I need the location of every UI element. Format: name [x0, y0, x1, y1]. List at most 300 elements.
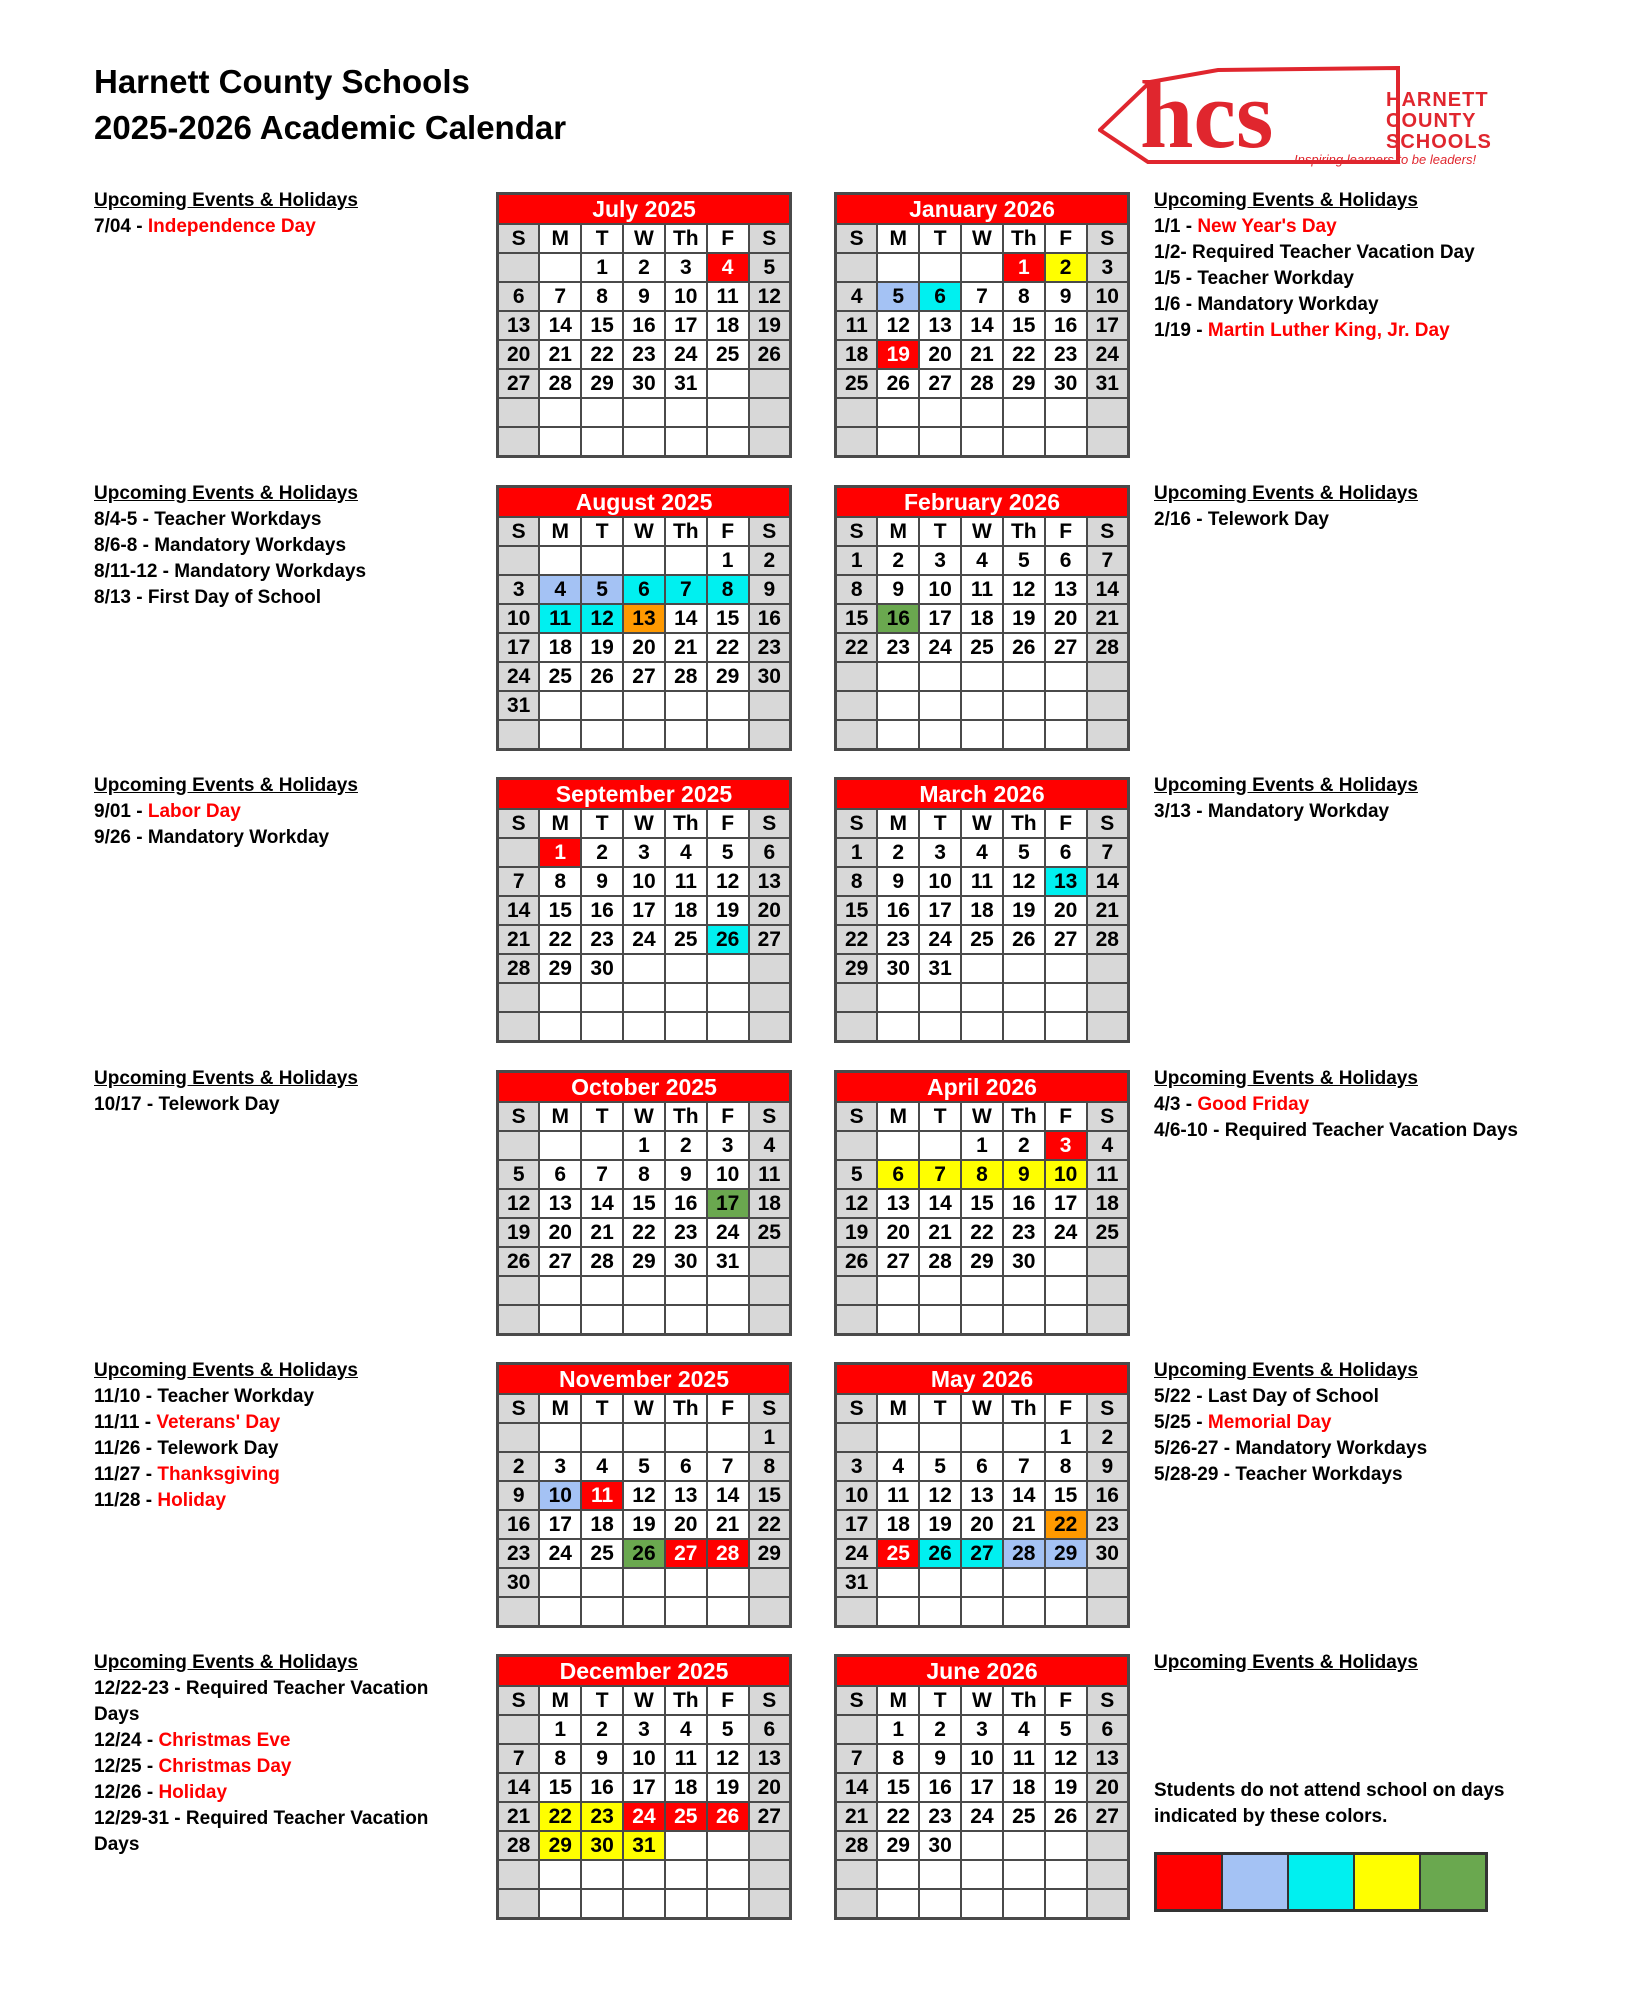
weekday-header: Th — [1003, 809, 1045, 838]
calendar-day: 22 — [539, 925, 581, 954]
calendar-empty-cell — [707, 983, 749, 1012]
event-name: Mandatory Workday — [147, 827, 330, 848]
calendar-empty-cell — [836, 691, 878, 720]
calendar-empty-cell — [749, 954, 791, 983]
event-line — [94, 559, 474, 585]
logo-name-line2: COUNTY — [1386, 110, 1477, 132]
calendar-day: 29 — [539, 954, 581, 983]
calendar-empty-cell — [539, 1889, 581, 1919]
calendar-empty-cell — [498, 1423, 540, 1452]
calendar-day: 22 — [836, 633, 878, 662]
calendar-empty-cell — [623, 954, 665, 983]
calendar-empty-cell — [836, 1012, 878, 1042]
calendar-day: 18 — [539, 633, 581, 662]
calendar-empty-cell — [665, 427, 707, 457]
calendar-day: 4 — [836, 282, 878, 311]
calendar-empty-cell — [749, 1305, 791, 1335]
calendar-empty-cell — [877, 1012, 919, 1042]
calendar-day: 10 — [1087, 282, 1129, 311]
legend-swatch-green — [1421, 1855, 1485, 1909]
calendar-empty-cell — [581, 1860, 623, 1889]
weekday-header: M — [539, 224, 581, 253]
weekday-header: M — [539, 1394, 581, 1423]
calendar-day: 11 — [581, 1481, 623, 1510]
calendar-day: 10 — [623, 1744, 665, 1773]
calendar-empty-cell — [623, 427, 665, 457]
calendar-day: 16 — [877, 896, 919, 925]
calendar-day: 21 — [1087, 604, 1129, 633]
calendar-empty-cell — [539, 1305, 581, 1335]
event-name: Good Friday — [1197, 1094, 1310, 1115]
calendar-day: 29 — [961, 1247, 1003, 1276]
calendar-day: 4 — [749, 1131, 791, 1160]
events-panel — [1154, 1358, 1534, 1488]
calendar-day: 25 — [539, 662, 581, 691]
calendar-empty-cell — [836, 983, 878, 1012]
calendar-empty-cell — [1087, 691, 1129, 720]
weekday-header: Th — [665, 224, 707, 253]
event-date: 11/11 - — [94, 1412, 157, 1433]
events-panel — [94, 1358, 474, 1514]
calendar-day: 3 — [539, 1452, 581, 1481]
calendar-day: 22 — [749, 1510, 791, 1539]
calendar-day: 4 — [877, 1452, 919, 1481]
calendar-empty-cell — [836, 253, 878, 282]
calendar-day: 18 — [1003, 1773, 1045, 1802]
calendar-day: 24 — [1045, 1218, 1087, 1247]
calendar-empty-cell — [623, 1860, 665, 1889]
calendar-day: 20 — [877, 1218, 919, 1247]
weekday-header: T — [581, 1394, 623, 1423]
calendar-day: 1 — [539, 838, 581, 867]
calendar-empty-cell — [707, 398, 749, 427]
weekday-header: M — [877, 224, 919, 253]
calendar-day: 8 — [1003, 282, 1045, 311]
calendar-day: 10 — [836, 1481, 878, 1510]
events-title: Upcoming Events & Holidays — [1154, 483, 1418, 504]
calendar-empty-cell — [498, 1889, 540, 1919]
calendar-day: 28 — [707, 1539, 749, 1568]
calendar-empty-cell — [1003, 1831, 1045, 1860]
calendar-day: 31 — [623, 1831, 665, 1860]
calendar-empty-cell — [665, 1568, 707, 1597]
calendar-day: 24 — [919, 925, 961, 954]
calendar-day: 4 — [539, 575, 581, 604]
calendar-day: 29 — [1003, 369, 1045, 398]
calendar-empty-cell — [1087, 398, 1129, 427]
event-line — [94, 1462, 474, 1488]
calendar-empty-cell — [1045, 1305, 1087, 1335]
event-date: 1/6 - — [1154, 294, 1198, 315]
weekday-header: M — [539, 809, 581, 838]
event-line — [1154, 266, 1534, 292]
calendar-day: 14 — [665, 604, 707, 633]
calendar-day: 26 — [498, 1247, 540, 1276]
weekday-header: T — [581, 1686, 623, 1715]
calendar-day: 11 — [836, 311, 878, 340]
weekday-header: W — [961, 224, 1003, 253]
event-date: 5/22 - — [1154, 1386, 1208, 1407]
month-title: October 2025 — [498, 1072, 791, 1103]
page-title-line2: 2025-2026 Academic Calendar — [94, 109, 567, 146]
logo-name-line1: HARNETT — [1386, 89, 1489, 111]
calendar-day: 14 — [498, 1773, 540, 1802]
calendar-empty-cell — [665, 720, 707, 750]
calendar-day: 16 — [1003, 1189, 1045, 1218]
calendar-empty-cell — [961, 1276, 1003, 1305]
calendar-day: 18 — [836, 340, 878, 369]
calendar-empty-cell — [877, 1423, 919, 1452]
weekday-header: T — [919, 1686, 961, 1715]
calendar-day: 7 — [498, 867, 540, 896]
calendar-day: 24 — [623, 925, 665, 954]
calendar-empty-cell — [877, 1305, 919, 1335]
calendar-empty-cell — [961, 1831, 1003, 1860]
events-panel — [1154, 1650, 1534, 1676]
calendar-day: 19 — [581, 633, 623, 662]
calendar-day: 28 — [498, 1831, 540, 1860]
calendar-day: 1 — [707, 546, 749, 575]
calendar-day: 5 — [1003, 838, 1045, 867]
month-calendar — [496, 1654, 792, 1920]
calendar-empty-cell — [749, 369, 791, 398]
month-title: November 2025 — [498, 1364, 791, 1395]
event-line — [1154, 1410, 1534, 1436]
calendar-empty-cell — [1003, 983, 1045, 1012]
month-calendar — [496, 485, 792, 751]
calendar-day: 3 — [665, 253, 707, 282]
weekday-header: Th — [665, 1102, 707, 1131]
calendar-day: 18 — [707, 311, 749, 340]
calendar-empty-cell — [919, 253, 961, 282]
weekday-header: S — [1087, 1102, 1129, 1131]
calendar-day: 14 — [919, 1189, 961, 1218]
calendar-day: 24 — [836, 1539, 878, 1568]
color-legend — [1154, 1852, 1488, 1912]
weekday-header: F — [707, 224, 749, 253]
calendar-day: 1 — [836, 546, 878, 575]
month-title: February 2026 — [836, 487, 1129, 518]
calendar-empty-cell — [1003, 1860, 1045, 1889]
event-name: Labor Day — [147, 801, 241, 822]
calendar-day: 3 — [836, 1452, 878, 1481]
events-panel — [1154, 188, 1534, 344]
event-date: 2/16 - — [1154, 509, 1208, 530]
weekday-header: W — [961, 1102, 1003, 1131]
calendar-day: 27 — [919, 369, 961, 398]
event-line — [1154, 1462, 1534, 1488]
calendar-day: 13 — [749, 867, 791, 896]
calendar-day: 23 — [1087, 1510, 1129, 1539]
calendar-day: 18 — [665, 1773, 707, 1802]
events-panel — [1154, 1066, 1534, 1144]
calendar-day: 14 — [836, 1773, 878, 1802]
event-name: Teacher Workdays — [154, 509, 322, 530]
calendar-empty-cell — [1087, 1889, 1129, 1919]
calendar-empty-cell — [665, 1305, 707, 1335]
calendar-day: 17 — [1045, 1189, 1087, 1218]
calendar-day: 30 — [581, 1831, 623, 1860]
event-date: 8/13 - — [94, 587, 148, 608]
calendar-empty-cell — [581, 1131, 623, 1160]
calendar-day: 27 — [1045, 925, 1087, 954]
calendar-day: 3 — [1087, 253, 1129, 282]
weekday-header: W — [961, 809, 1003, 838]
calendar-empty-cell — [581, 720, 623, 750]
events-title: Upcoming Events & Holidays — [1154, 1068, 1418, 1089]
calendar-day: 4 — [961, 546, 1003, 575]
event-date: 11/26 - — [94, 1438, 158, 1459]
calendar-day: 18 — [877, 1510, 919, 1539]
calendar-day: 13 — [919, 311, 961, 340]
event-name: Telework Day — [157, 1438, 279, 1459]
calendar-empty-cell — [749, 1012, 791, 1042]
calendar-day: 4 — [961, 838, 1003, 867]
month-calendar — [496, 192, 792, 458]
calendar-empty-cell — [1087, 1247, 1129, 1276]
legend-swatch-red — [1157, 1855, 1223, 1909]
calendar-empty-cell — [707, 1568, 749, 1597]
calendar-day: 16 — [877, 604, 919, 633]
calendar-empty-cell — [707, 1305, 749, 1335]
event-date: 11/10 - — [94, 1386, 158, 1407]
calendar-day: 22 — [1003, 340, 1045, 369]
weekday-header: W — [623, 517, 665, 546]
calendar-empty-cell — [539, 398, 581, 427]
event-date: 10/17 - — [94, 1094, 159, 1115]
calendar-day: 16 — [1045, 311, 1087, 340]
calendar-empty-cell — [1045, 427, 1087, 457]
weekday-header: S — [749, 1394, 791, 1423]
event-line — [1154, 240, 1534, 266]
weekday-header: S — [1087, 224, 1129, 253]
calendar-day: 2 — [877, 838, 919, 867]
calendar-day: 26 — [836, 1247, 878, 1276]
event-line — [94, 1488, 474, 1514]
calendar-day: 23 — [749, 633, 791, 662]
event-name: Teacher Workday — [1197, 268, 1354, 289]
event-date: 12/29-31 - — [94, 1808, 186, 1829]
calendar-day: 17 — [665, 311, 707, 340]
event-name: Required Teacher Vacation Days — [1224, 1120, 1518, 1141]
calendar-empty-cell — [749, 398, 791, 427]
calendar-empty-cell — [1003, 720, 1045, 750]
event-name: Holiday — [158, 1782, 228, 1803]
weekday-header: W — [623, 1102, 665, 1131]
calendar-day: 30 — [749, 662, 791, 691]
calendar-empty-cell — [1087, 1597, 1129, 1627]
event-date: 3/13 - — [1154, 801, 1208, 822]
calendar-day: 10 — [707, 1160, 749, 1189]
calendar-day: 7 — [498, 1744, 540, 1773]
calendar-day: 14 — [1087, 575, 1129, 604]
calendar-empty-cell — [665, 546, 707, 575]
calendar-empty-cell — [707, 1597, 749, 1627]
weekday-header: W — [623, 224, 665, 253]
calendar-empty-cell — [919, 720, 961, 750]
calendar-empty-cell — [1003, 662, 1045, 691]
weekday-header: S — [749, 1686, 791, 1715]
calendar-day: 29 — [749, 1539, 791, 1568]
calendar-empty-cell — [749, 1247, 791, 1276]
month-title: March 2026 — [836, 779, 1129, 810]
weekday-header: T — [919, 224, 961, 253]
calendar-day: 2 — [581, 1715, 623, 1744]
calendar-day: 12 — [707, 1744, 749, 1773]
calendar-day: 5 — [707, 838, 749, 867]
calendar-day: 7 — [836, 1744, 878, 1773]
calendar-empty-cell — [961, 720, 1003, 750]
weekday-header: M — [877, 1102, 919, 1131]
calendar-day: 19 — [1003, 896, 1045, 925]
calendar-day: 23 — [1003, 1218, 1045, 1247]
calendar-empty-cell — [961, 983, 1003, 1012]
calendar-day: 2 — [665, 1131, 707, 1160]
events-title: Upcoming Events & Holidays — [1154, 1652, 1418, 1673]
calendar-day: 28 — [1087, 925, 1129, 954]
calendar-day: 15 — [1045, 1481, 1087, 1510]
calendar-empty-cell — [665, 954, 707, 983]
calendar-day: 25 — [665, 925, 707, 954]
calendar-empty-cell — [498, 1012, 540, 1042]
event-line — [94, 1780, 474, 1806]
calendar-day: 2 — [1003, 1131, 1045, 1160]
calendar-day: 31 — [707, 1247, 749, 1276]
calendar-empty-cell — [581, 691, 623, 720]
calendar-day: 28 — [836, 1831, 878, 1860]
calendar-day: 29 — [707, 662, 749, 691]
calendar-day: 14 — [498, 896, 540, 925]
calendar-empty-cell — [749, 691, 791, 720]
event-line — [1154, 292, 1534, 318]
calendar-day: 22 — [581, 340, 623, 369]
event-name: Holiday — [157, 1490, 227, 1511]
calendar-day: 20 — [749, 1773, 791, 1802]
calendar-day: 13 — [1087, 1744, 1129, 1773]
calendar-day: 27 — [539, 1247, 581, 1276]
calendar-day: 12 — [749, 282, 791, 311]
calendar-empty-cell — [498, 1597, 540, 1627]
calendar-empty-cell — [539, 1568, 581, 1597]
calendar-empty-cell — [665, 1860, 707, 1889]
calendar-day: 27 — [877, 1247, 919, 1276]
calendar-day: 6 — [877, 1160, 919, 1189]
weekday-header: S — [749, 1102, 791, 1131]
calendar-day: 15 — [539, 896, 581, 925]
calendar-day: 15 — [1003, 311, 1045, 340]
event-date: 12/25 - — [94, 1756, 159, 1777]
calendar-empty-cell — [498, 1131, 540, 1160]
month-title: July 2025 — [498, 194, 791, 225]
calendar-day: 19 — [707, 1773, 749, 1802]
event-date: 12/24 - — [94, 1730, 159, 1751]
calendar-empty-cell — [877, 427, 919, 457]
calendar-day: 11 — [877, 1481, 919, 1510]
calendar-day: 23 — [581, 925, 623, 954]
event-name: Veterans' Day — [156, 1412, 281, 1433]
calendar-day: 8 — [707, 575, 749, 604]
legend-swatch-blue — [1223, 1855, 1289, 1909]
calendar-empty-cell — [1045, 1247, 1087, 1276]
calendar-day: 14 — [581, 1189, 623, 1218]
month-title: May 2026 — [836, 1364, 1129, 1395]
event-name: Mandatory Workdays — [154, 535, 347, 556]
calendar-empty-cell — [1003, 1305, 1045, 1335]
calendar-day: 19 — [1045, 1773, 1087, 1802]
calendar-day: 5 — [919, 1452, 961, 1481]
event-name: Required Teacher Vacation Day — [1192, 242, 1475, 263]
weekday-header: T — [919, 1394, 961, 1423]
calendar-day: 15 — [836, 604, 878, 633]
event-name: Memorial Day — [1207, 1412, 1332, 1433]
calendar-day: 11 — [707, 282, 749, 311]
calendar-day: 27 — [961, 1539, 1003, 1568]
calendar-day: 4 — [707, 253, 749, 282]
calendar-empty-cell — [919, 1860, 961, 1889]
calendar-empty-cell — [836, 1889, 878, 1919]
month-title: January 2026 — [836, 194, 1129, 225]
calendar-day: 11 — [961, 867, 1003, 896]
calendar-day: 21 — [498, 925, 540, 954]
month-calendar — [496, 777, 792, 1043]
calendar-day: 2 — [623, 253, 665, 282]
weekday-header: S — [498, 224, 540, 253]
calendar-day: 16 — [581, 896, 623, 925]
calendar-empty-cell — [1087, 1012, 1129, 1042]
calendar-day: 29 — [581, 369, 623, 398]
calendar-empty-cell — [749, 1276, 791, 1305]
weekday-header: T — [919, 517, 961, 546]
event-name: Mandatory Workdays — [174, 561, 367, 582]
calendar-day: 15 — [877, 1773, 919, 1802]
month-title: December 2025 — [498, 1656, 791, 1687]
events-title: Upcoming Events & Holidays — [94, 1360, 358, 1381]
calendar-day: 20 — [623, 633, 665, 662]
calendar-day: 19 — [836, 1218, 878, 1247]
calendar-day: 27 — [749, 1802, 791, 1831]
weekday-header: S — [498, 1102, 540, 1131]
calendar-empty-cell — [539, 1597, 581, 1627]
weekday-header: F — [1045, 224, 1087, 253]
calendar-day: 5 — [836, 1160, 878, 1189]
calendar-empty-cell — [623, 1597, 665, 1627]
calendar-empty-cell — [581, 398, 623, 427]
calendar-empty-cell — [749, 1889, 791, 1919]
calendar-empty-cell — [665, 1889, 707, 1919]
calendar-day: 20 — [1087, 1773, 1129, 1802]
calendar-empty-cell — [1045, 983, 1087, 1012]
calendar-empty-cell — [623, 983, 665, 1012]
calendar-day: 10 — [665, 282, 707, 311]
calendar-day: 9 — [498, 1481, 540, 1510]
calendar-empty-cell — [623, 691, 665, 720]
calendar-empty-cell — [961, 427, 1003, 457]
calendar-day: 14 — [539, 311, 581, 340]
calendar-day: 5 — [707, 1715, 749, 1744]
calendar-empty-cell — [581, 1305, 623, 1335]
weekday-header: F — [1045, 809, 1087, 838]
weekday-header: F — [707, 1102, 749, 1131]
event-line — [94, 214, 474, 240]
calendar-empty-cell — [1003, 398, 1045, 427]
event-line — [94, 1676, 474, 1728]
calendar-day: 17 — [539, 1510, 581, 1539]
calendar-empty-cell — [919, 983, 961, 1012]
calendar-day: 19 — [707, 896, 749, 925]
calendar-day: 12 — [498, 1189, 540, 1218]
weekday-header: T — [919, 1102, 961, 1131]
calendar-day: 9 — [581, 1744, 623, 1773]
